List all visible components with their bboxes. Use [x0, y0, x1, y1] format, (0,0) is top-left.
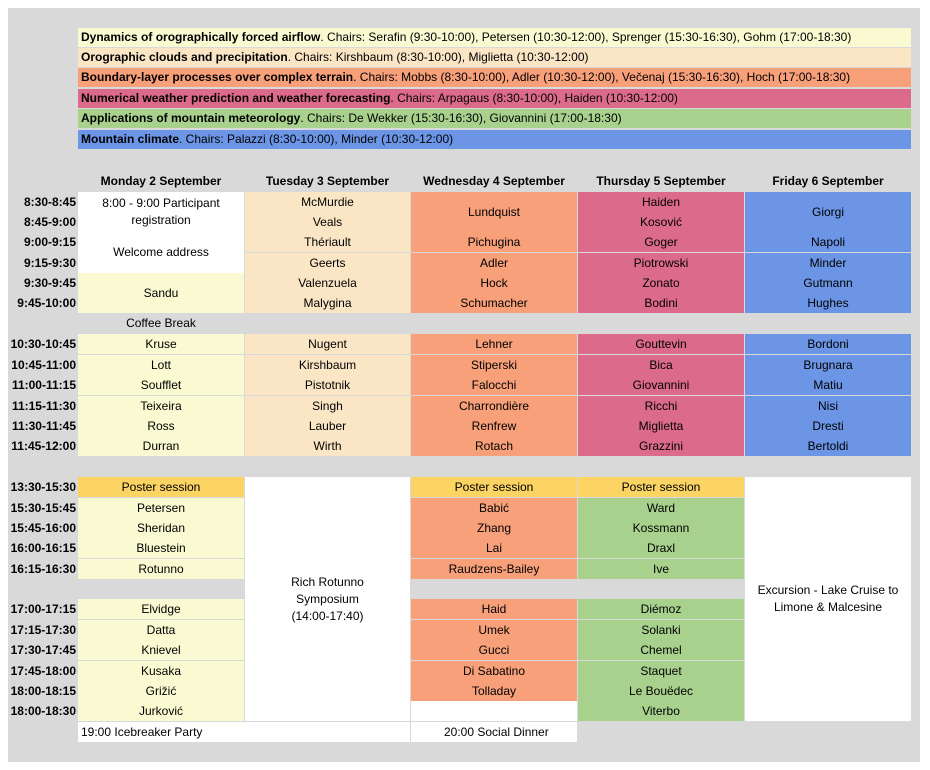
icebreaker-party: 19:00 Icebreaker Party: [78, 722, 410, 742]
tuesday-talk: Pistotnik: [245, 375, 410, 395]
thursday-talk: Kosović: [578, 212, 744, 232]
monday-talk: Soufflet: [78, 375, 244, 395]
friday-talk: Napoli: [745, 232, 911, 252]
friday-talk: Minder: [745, 253, 911, 273]
legend-title: Dynamics of orographically forced airflow: [81, 30, 321, 44]
wednesday-talk: Stiperski: [411, 355, 577, 375]
thursday-poster-session: Poster session: [578, 477, 744, 497]
monday-talk: Jurković: [78, 701, 244, 721]
legend-chairs: . Chairs: Mobbs (8:30-10:00), Adler (10:30-12:00), Večenaj (15:30-16:30), Hoch (17:00-18:30): [353, 70, 851, 84]
time-slot: 18:00-18:15: [10, 684, 76, 698]
tuesday-talk: Singh: [245, 396, 410, 416]
wednesday-talk: Tolladay: [411, 681, 577, 701]
friday-talk: Hughes: [745, 293, 911, 313]
monday-talk: Kusaka: [78, 661, 244, 681]
social-dinner: 20:00 Social Dinner: [411, 722, 577, 742]
time-slot: 17:30-17:45: [10, 643, 76, 657]
time-slot: 9:00-9:15: [23, 235, 76, 249]
tuesday-talk: Lauber: [245, 416, 410, 436]
time-slot: 17:00-17:15: [10, 602, 76, 616]
thursday-talk: Giovannini: [578, 375, 744, 395]
wednesday-talk: Schumacher: [411, 293, 577, 313]
monday-talk: Lott: [78, 355, 244, 375]
monday-talk: Ross: [78, 416, 244, 436]
thursday-talk: Solanki: [578, 620, 744, 640]
wednesday-talk: Umek: [411, 620, 577, 640]
day-header-wednesday: Wednesday 4 September: [423, 174, 565, 188]
thursday-talk: Gouttevin: [578, 334, 744, 354]
wednesday-talk: Babić: [411, 498, 577, 518]
legend-chairs: . Chairs: De Wekker (15:30-16:30), Giovannini (17:00-18:30): [300, 111, 622, 125]
monday-talk: Datta: [78, 620, 244, 640]
friday-talk: Matiu: [745, 375, 911, 395]
wednesday-talk: Charrondière: [411, 396, 577, 416]
legend-title: Numerical weather prediction and weather forecasting: [81, 91, 391, 105]
monday-welcome: Welcome address: [78, 232, 244, 273]
time-slot: 9:45-10:00: [17, 296, 76, 310]
tuesday-talk: Valenzuela: [245, 273, 410, 293]
legend-title: Orographic clouds and precipitation: [81, 50, 288, 64]
monday-poster-session: Poster session: [78, 477, 244, 497]
tuesday-talk: Malygina: [245, 293, 410, 313]
day-header-monday: Monday 2 September: [100, 174, 222, 188]
tuesday-talk: Kirshbaum: [245, 355, 410, 375]
friday-talk: Dresti: [745, 416, 911, 436]
wednesday-talk: Lai: [411, 538, 577, 558]
monday-talk: Knievel: [78, 640, 244, 660]
wednesday-poster-session: Poster session: [411, 477, 577, 497]
thursday-talk: Draxl: [578, 538, 744, 558]
lake-cruise-excursion: Excursion - Lake Cruise to Limone & Malcesine: [745, 477, 911, 721]
time-slot: 17:45-18:00: [10, 664, 76, 678]
monday-talk: Grižić: [78, 681, 244, 701]
monday-registration: 8:00 - 9:00 Participant registration: [78, 192, 244, 232]
time-slot: 11:45-12:00: [11, 439, 76, 453]
tuesday-talk: McMurdie: [245, 192, 410, 212]
thursday-talk: Miglietta: [578, 416, 744, 436]
time-slot: 10:45-11:00: [11, 358, 76, 372]
time-slot: 11:00-11:15: [11, 378, 76, 392]
time-slot: 15:45-16:00: [10, 521, 76, 535]
tuesday-talk: Wirth: [245, 436, 410, 456]
legend-title: Applications of mountain meteorology: [81, 111, 301, 125]
thursday-talk: Grazzini: [578, 436, 744, 456]
time-slot: 13:30-15:30: [10, 480, 76, 494]
monday-talk: Bluestein: [78, 538, 244, 558]
tuesday-talk: Veals: [245, 212, 410, 232]
legend-chairs: . Chairs: Kirshbaum (8:30-10:00), Miglietta (10:30-12:00): [287, 50, 589, 64]
legend-chairs: . Chairs: Arpagaus (8:30-10:00), Haiden (10:30-12:00): [390, 91, 678, 105]
time-slot: 9:30-9:45: [23, 276, 76, 290]
rotunno-symposium: Rich Rotunno Symposium (14:00-17:40): [245, 477, 410, 721]
monday-talk: Elvidge: [78, 599, 244, 619]
wednesday-talk: Pichugina: [411, 232, 577, 252]
wednesday-talk: Lundquist: [411, 192, 577, 232]
thursday-talk: Bica: [578, 355, 744, 375]
thursday-talk: Zonato: [578, 273, 744, 293]
time-slot: 16:15-16:30: [10, 562, 76, 576]
thursday-talk: Viterbo: [578, 701, 744, 721]
thursday-talk: Ive: [578, 559, 744, 579]
thursday-talk: Haiden: [578, 192, 744, 212]
thursday-talk: Ricchi: [578, 396, 744, 416]
thursday-talk: Diémoz: [578, 599, 744, 619]
wednesday-talk: Lehner: [411, 334, 577, 354]
tuesday-talk: Thériault: [245, 232, 410, 252]
thursday-talk: Kossmann: [578, 518, 744, 538]
day-header-friday: Friday 6 September: [772, 174, 884, 188]
monday-talk: Sheridan: [78, 518, 244, 538]
coffee-break: Coffee Break: [126, 316, 196, 330]
friday-talk: Bertoldi: [745, 436, 911, 456]
wednesday-talk: Adler: [411, 253, 577, 273]
legend-boundary-layer: [78, 68, 911, 87]
monday-talk: Kruse: [78, 334, 244, 354]
empty-slot: [411, 701, 577, 721]
wednesday-talk: Hock: [411, 273, 577, 293]
monday-talk: Rotunno: [78, 559, 244, 579]
legend-climate: [78, 130, 911, 149]
day-header-tuesday: Tuesday 3 September: [265, 174, 390, 188]
thursday-talk: Chemel: [578, 640, 744, 660]
time-slot: 17:15-17:30: [10, 623, 76, 637]
wednesday-talk: Renfrew: [411, 416, 577, 436]
wednesday-talk: Rotach: [411, 436, 577, 456]
time-slot: 9:15-9:30: [23, 256, 76, 270]
wednesday-talk: Haid: [411, 599, 577, 619]
thursday-talk: Goger: [578, 232, 744, 252]
tuesday-talk: Geerts: [245, 253, 410, 273]
legend-nwp: [78, 89, 911, 108]
legend-chairs: . Chairs: Serafin (9:30-10:00), Petersen (10:30-12:00), Sprenger (15:30-16:30), Gohm (17:00-18:30): [320, 30, 852, 44]
legend-title: Boundary-layer processes over complex terrain: [81, 70, 354, 84]
friday-talk: Gutmann: [745, 273, 911, 293]
time-slot: 18:00-18:30: [10, 704, 76, 718]
time-slot: 15:30-15:45: [10, 501, 76, 515]
legend-airflow: [78, 28, 911, 47]
thursday-talk: Ward: [578, 498, 744, 518]
time-slot: 10:30-10:45: [10, 337, 76, 351]
legend-chairs: . Chairs: Palazzi (8:30-10:00), Minder (10:30-12:00): [179, 132, 454, 146]
time-slot: 8:45-9:00: [23, 215, 76, 229]
thursday-talk: Staquet: [578, 661, 744, 681]
tuesday-talk: Nugent: [245, 334, 410, 354]
time-slot: 16:00-16:15: [10, 541, 76, 555]
thursday-talk: Bodini: [578, 293, 744, 313]
thursday-talk: Le Bouëdec: [578, 681, 744, 701]
monday-talk: Petersen: [78, 498, 244, 518]
friday-talk: Bordoni: [745, 334, 911, 354]
monday-talk: Durran: [78, 436, 244, 456]
monday-talk: Sandu: [78, 273, 244, 313]
legend-clouds: [78, 48, 911, 67]
wednesday-talk: Gucci: [411, 640, 577, 660]
time-slot: 11:15-11:30: [11, 399, 76, 413]
monday-talk: Teixeira: [78, 396, 244, 416]
time-slot: 8:30-8:45: [23, 195, 76, 209]
thursday-talk: Piotrowski: [578, 253, 744, 273]
legend-applications: [78, 109, 911, 128]
legend-title: Mountain climate: [81, 132, 180, 146]
wednesday-talk: Di Sabatino: [411, 661, 577, 681]
wednesday-talk: Raudzens-Bailey: [411, 559, 577, 579]
friday-talk: Brugnara: [745, 355, 911, 375]
time-slot: 11:30-11:45: [11, 419, 76, 433]
wednesday-talk: Zhang: [411, 518, 577, 538]
wednesday-talk: Falocchi: [411, 375, 577, 395]
day-header-thursday: Thursday 5 September: [596, 174, 726, 188]
friday-talk: Nisi: [745, 396, 911, 416]
friday-talk: Giorgi: [745, 192, 911, 232]
